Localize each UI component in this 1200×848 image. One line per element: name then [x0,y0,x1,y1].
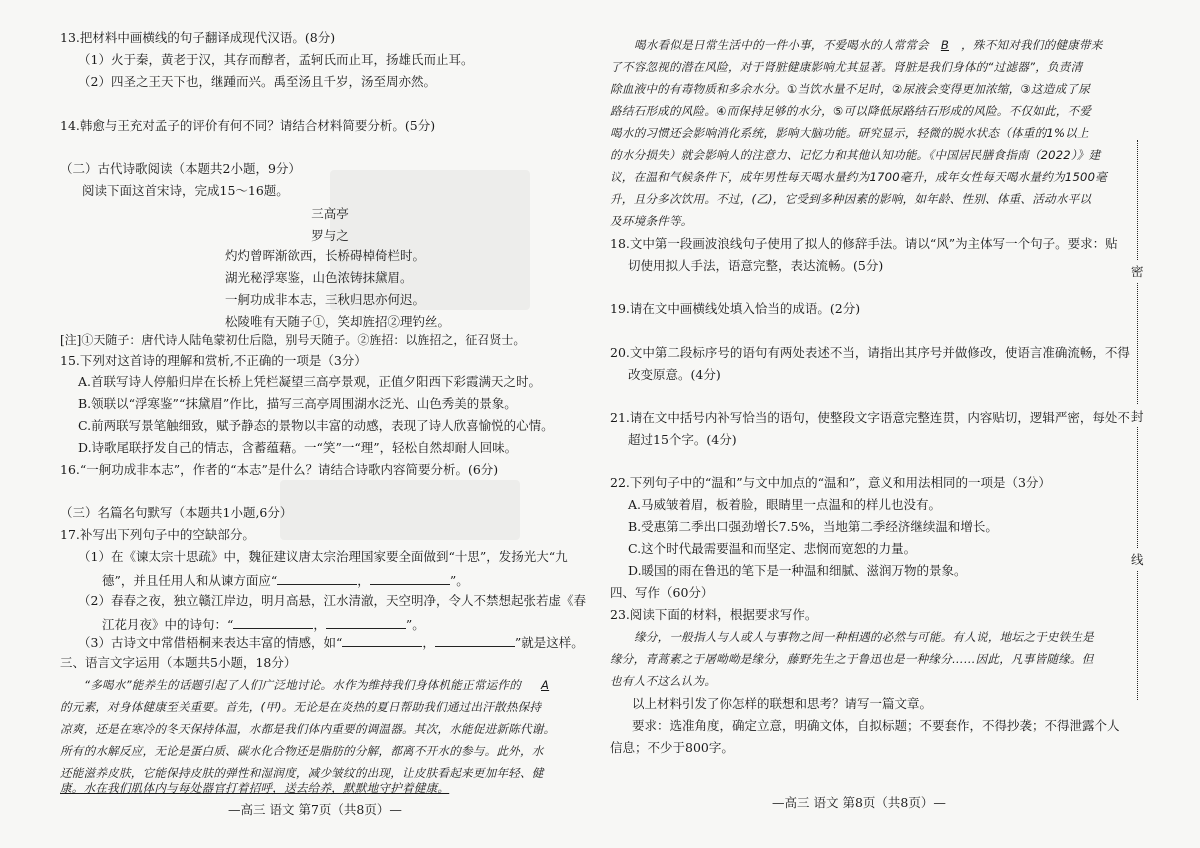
q13-item-1: （1）火于秦，黄老于汉，其存而醇者，孟轲氏而止耳，扬雄氏而止耳。 [78,52,474,67]
page-footer: —高三 语文 第8页（共8页）— [772,795,946,810]
passage-line-6: 康。水在我们肌体内与每处器官打着招呼，送去给养，默默地守护着健康。 [60,781,450,795]
answer-blank[interactable] [233,615,313,629]
poem-line-4: 松陵唯有天随子①，笑却旌招②理钓丝。 [225,314,451,329]
q17-3-text: （3）古诗文中常借梧桐来表达丰富的情感，如“ [78,635,343,650]
passage-line-3: 凉爽，还是在寒冷的冬天保持体温，水都是我们体内重要的调温器。其次，水能促进新陈代谢。 [60,722,556,736]
poem-line-2: 湖光秘浮寒鉴，山色浓铸抹黛眉。 [225,270,413,285]
question-13: 13.把材料中画横线的句子翻译成现代汉语。(8分) [60,30,336,45]
question-20-cont: 改变原意。(4分) [628,367,721,382]
poem-line-1: 灼灼曾晖渐欲西，长桥碍棹倚栏时。 [225,248,426,263]
section-language-heading: 三、语言文字运用（本题共5小题，18分） [60,655,297,670]
q13-item-2: （2）四圣之王天下也，继踵而兴。禹至汤且千岁，汤至周亦然。 [78,74,436,89]
section-recitation-heading: （三）名篇名句默写（本题共1小题,6分） [60,505,293,520]
question-18: 18.文中第一段画波浪线句子使用了拟人的修辞手法。请以“风”为主体写一个句子。要求：贴 [610,236,1118,251]
q17-1-text: 德”，并且任用人和从谏方面应“ [102,573,278,588]
question-14: 14.韩愈与王充对孟子的评价有何不同？请结合材料简要分析。(5分) [60,118,436,133]
section-poetry-heading: （二）古代诗歌阅读（本题共2小题，9分） [60,161,301,176]
blank-closing: ”。 [405,617,425,632]
writing-requirements-cont: 信息；不少于800字。 [610,740,734,755]
material-line-3: 也有人不这么认为。 [610,674,717,688]
q17-item-1: （1）在《谏太宗十思疏》中，魏征建议唐太宗治理国家要全面做到“十思”，发扬光大“九 [78,549,568,564]
q15-option-b: B.领联以“浮寒鉴”“抹黛眉”作比，描写三高亭周围湖水泛光、山色秀美的景象。 [78,396,517,411]
passage-2-line-8: 升，且分多次饮用。不过，(乙)，它受到多种因素的影响，如年龄、性别、体重、活动水平以 [610,192,1092,206]
blank-b[interactable]: B [940,38,950,52]
poem-title: 三高亭 [311,206,349,221]
question-19: 19.请在文中画横线处填入恰当的成语。(2分) [610,301,861,316]
passage-line-1: “多喝水”能养生的话题引起了人们广泛地讨论。水作为维持我们身体机能正常运作的 A [84,677,563,693]
passage-2-line-9: 及环境条件等。 [610,214,693,228]
blank-separator: ， [357,573,370,588]
poem-note: [注]①天随子：唐代诗人陆龟蒙初仕后隐，别号天随子。②旌招：以旌招之，征召贤士。 [60,333,526,347]
page-7 [60,0,600,848]
q17-item-2: （2）春春之夜，独立赣江岸边，明月高悬，江水清澈，天空明净，令人不禁想起张若虚《春 [78,593,586,608]
seal-char-xian: 线 [1131,548,1144,570]
q17-item-3 [78,633,584,651]
question-16: 16.“一舸功成非本志”，作者的“本志”是什么？请结合诗歌内容简要分析。(6分) [60,462,499,477]
q17-2-text: 江花月夜》中的诗句：“ [102,617,234,632]
poetry-instruction: 阅读下面这首宋诗，完成15～16题。 [82,183,289,198]
question-23: 23.阅读下面的材料，根据要求写作。 [610,607,818,622]
question-17: 17.补写出下列句子中的空缺部分。 [60,527,255,542]
question-20: 20.文中第二段标序号的语句有两处表述不当，请指出其序号并做修改，使语言准确流畅，不得 [610,345,1130,360]
q22-option-b: B.受惠第二季出口强劲增长7.5%，当地第二季经济继续温和增长。 [628,519,998,534]
answer-blank[interactable] [435,633,515,647]
question-15: 15.下列对这首诗的理解和赏析,不正确的一项是（3分） [60,353,367,368]
passage-line-4: 所有的水解反应，无论是蛋白质、碳水化合物还是脂肪的分解，都离不开水的参与。此外，水 [60,744,544,758]
material-line-2: 缘分，青蒿素之于屠呦呦是缘分，藤野先生之于鲁迅也是一种缘分……因此，凡事皆随缘。但 [610,652,1094,666]
passage-line-2: 的元素，对身体健康至关重要。首先，(甲)。无论是在炎热的夏日帮助我们通过出汗散热保持 [60,700,542,714]
passage-2-line-5: 喝水的习惯还会影响消化系统，影响大脑功能。研究显示，轻微的脱水状态（体重的1%以上 [610,126,1089,140]
page-8 [610,0,1130,848]
poem-line-3: 一舸功成非本志，三秋归思亦何迟。 [225,292,426,307]
question-21: 21.请在文中括号内补写恰当的语句，使整段文字语意完整连贯，内容贴切，逻辑严密，每处不 [610,410,1130,425]
material-line-1: 缘分，一般指人与人或人与事物之间一种相遇的必然与可能。有人说，地坛之于史铁生是 [634,630,1094,644]
answer-blank[interactable] [277,571,357,585]
blank-a[interactable]: A [541,678,550,692]
q15-option-a: A.首联写诗人停船归岸在长桥上凭栏凝望三高亭景观，正值夕阳西下彩霞满天之时。 [78,374,542,389]
question-18-cont: 切使用拟人手法，语意完整，表达流畅。(5分) [628,258,884,273]
passage-2-line-4: 路结石形成的风险。④而保持足够的水分，⑤可以降低尿路结石形成的风险。不仅如此，不爱 [610,104,1092,118]
poem-author: 罗与之 [311,228,349,243]
page-footer: —高三 语文 第7页（共8页）— [228,802,402,817]
answer-blank[interactable] [326,615,406,629]
answer-blank[interactable] [370,571,450,585]
blank-separator: ， [313,617,326,632]
blank-separator: ， [422,635,435,650]
answer-blank[interactable] [342,633,422,647]
writing-prompt: 以上材料引发了你怎样的联想和思考？请写一篇文章。 [632,696,933,711]
q22-option-a: A.马威皱着眉，板着脸，眼睛里一点温和的样儿也没有。 [628,497,942,512]
q15-option-d: D.诗歌尾联抒发自己的情志，含蓄蕴藉。一“笑”一“理”，轻松自然却耐人回味。 [78,440,518,455]
passage-line-5: 还能滋养皮肤，它能保持皮肤的弹性和湿润度，减少皱纹的出现，让皮肤看起来更加年轻、健 [60,766,544,780]
blank-closing: ”。 [449,573,469,588]
passage-2-line-1: 喝水看似是日常生活中的一件小事，不爱喝水的人常常会 B ，殊不知对我们的健康带来 [634,38,1103,52]
seal-char-mi: 密 [1131,260,1144,282]
writing-requirements: 要求：选准角度，确定立意，明确文体，自拟标题；不要套作，不得抄袭；不得泄露个人 [632,718,1120,733]
blank-closing: ”就是这样。 [514,635,584,650]
passage-2-line-6: 的水分损失）就会影响人的注意力、记忆力和其他认知功能。《中国居民膳食指南（2022）》建 [610,148,1101,162]
passage-2-line-2: 了不容忽视的潜在风险，对于肾脏健康影响尤其显著。肾脏是我们身体的“过滤器”，负责清 [610,60,1083,74]
seal-char-feng: 封 [1131,405,1144,427]
q22-option-d: D.暖国的雨在鲁迅的笔下是一种温和细腻、滋润万物的景象。 [628,563,967,578]
q17-item-1-cont [102,571,469,589]
q17-item-2-cont [102,615,425,633]
passage-2-line-7: 议，在温和气候条件下，成年男性每天喝水量约为1700毫升，成年女性每天喝水量约为1500毫 [610,170,1107,184]
passage-2-line-3: 除血液中的有毒物质和多余水分。①当饮水量不足时，②尿液会变得更加浓缩，③这造成了尿 [610,82,1090,96]
question-21-cont: 超过15个字。(4分) [628,432,737,447]
q15-option-c: C.前两联写景笔触细致，赋予静态的景物以丰富的动感，表现了诗人欣喜愉悦的心情。 [78,418,554,433]
question-22: 22.下列句子中的“温和”与文中加点的“温和”，意义和用法相同的一项是（3分） [610,475,1051,490]
q22-option-c: C.这个时代最需要温和而坚定、悲悯而宽恕的力量。 [628,541,917,556]
section-writing-heading: 四、写作（60分） [610,585,714,600]
